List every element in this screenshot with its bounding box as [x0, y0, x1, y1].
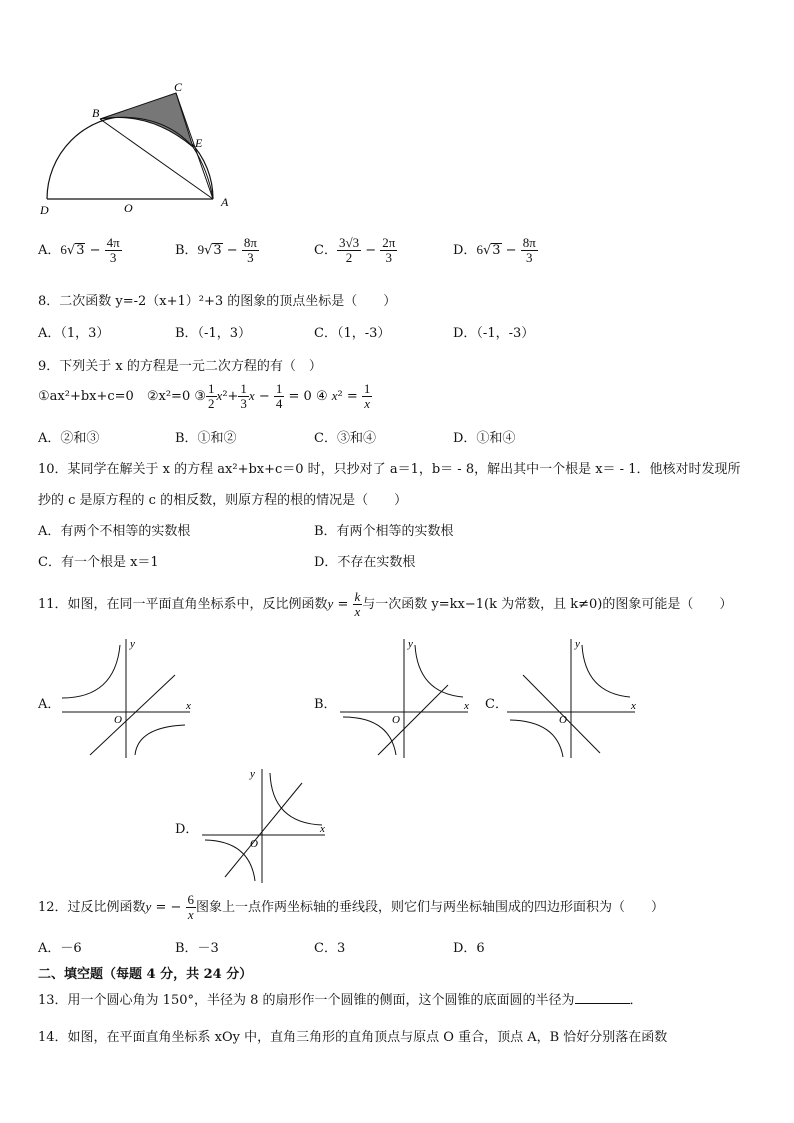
svg-text:x: x — [464, 700, 469, 712]
q12-option-b[interactable]: B．－3 — [175, 941, 219, 956]
q11-label-c[interactable]: C． — [485, 697, 508, 712]
q12-option-d[interactable]: D．6 — [453, 941, 485, 956]
q9-option-a[interactable]: A．②和③ — [38, 431, 100, 446]
frac: $\frac{8\pi}{3}$ — [243, 235, 257, 265]
q12-option-c[interactable]: C．3 — [314, 941, 346, 956]
label-b: B — [92, 106, 100, 120]
q11-label-a[interactable]: A． — [38, 697, 61, 712]
svg-text:x: x — [320, 823, 325, 835]
svg-text:x: x — [631, 700, 636, 712]
q8-option-a[interactable]: A．（1，3） — [38, 326, 110, 341]
q10-line1: 10．某同学在解关于 x 的方程 ax²+bx+c＝0 时，只抄对了 a＝1，b＝ - 8，解出其中一个根是 x＝ - 1．他核对时发现所 — [38, 462, 741, 477]
section-heading: 二、填空题（每题 4 分，共 24 分） — [38, 967, 253, 982]
svg-text:x: x — [186, 700, 191, 712]
frac: $\frac{2\pi}{3}$ — [382, 235, 396, 265]
q8-stem: 8．二次函数 y=-2（x+1）²+3 的图象的顶点坐标是（ ） — [38, 294, 397, 309]
label-c: C — [174, 80, 183, 94]
q9-stem: 9．下列关于 x 的方程是一元二次方程的有（ ） — [38, 359, 322, 374]
q11-graph-b[interactable] — [338, 635, 473, 760]
q10-option-b[interactable]: B．有两个相等的实数根 — [314, 524, 454, 539]
q11-label-b[interactable]: B． — [314, 697, 337, 712]
frac: $\frac{4\pi}{3}$ — [106, 235, 120, 265]
q10-option-c[interactable]: C．有一个根是 x＝1 — [38, 555, 159, 570]
svg-text:O: O — [250, 838, 258, 850]
q9-option-b[interactable]: B．①和② — [175, 431, 237, 446]
label-o: O — [124, 201, 133, 215]
q14: 14．如图，在平面直角坐标系 xOy 中，直角三角形的直角顶点与原点 O 重合，顶点 A，B 恰好分别落在函数 — [38, 1030, 668, 1045]
q11-label-d[interactable]: D． — [175, 822, 199, 837]
q9-option-d[interactable]: D．①和④ — [453, 431, 516, 446]
q10-option-a[interactable]: A．有两个不相等的实数根 — [38, 524, 191, 539]
q13: 13．用一个圆心角为 150°，半径为 8 的扇形作一个圆锥的侧面，这个圆锥的底面圆的半径为 ． — [38, 993, 643, 1008]
q8-option-d[interactable]: D．（-1，-3） — [453, 326, 535, 341]
q11-graph-a[interactable] — [60, 635, 195, 760]
q11-graph-c[interactable] — [505, 635, 640, 760]
q7-option-a[interactable]: A．6√3 − $\frac{4\pi}{3}$ — [38, 235, 120, 265]
q7-option-c[interactable]: C． $\frac{3√3}{2}$ − $\frac{2\pi}{3}$ — [314, 235, 396, 265]
q9-items: ①ax²+bx+c=0 ②x²=0 ③ $\frac{1}{2}$ x²+ $\frac{1}{3}$ x − $\frac{1}{4}$ = 0 ④ x² = $\frac{1}{x}$ — [38, 381, 371, 411]
answer-blank[interactable] — [575, 991, 630, 1004]
q12-option-a[interactable]: A．－6 — [38, 941, 82, 956]
q7-option-b[interactable]: B．9√3 − $\frac{8\pi}{3}$ — [175, 235, 257, 265]
q7-option-d[interactable]: D．6√3 − $\frac{8\pi}{3}$ — [453, 235, 536, 265]
q8-option-c[interactable]: C．（1，-3） — [314, 326, 391, 341]
svg-text:O: O — [114, 714, 122, 726]
q11-graph-d[interactable] — [200, 765, 335, 885]
q12-stem: 12．过反比例函数y = − $\frac{6}{x}$ 图象上一点作两坐标轴的垂线段，则它们与两坐标轴围成的四边形面积为（ ） — [38, 892, 665, 922]
svg-text:y: y — [408, 638, 413, 650]
svg-text:y: y — [130, 638, 135, 650]
label-a: A — [221, 195, 229, 209]
q10-line2: 抄的 c 是原方程的 c 的相反数，则原方程的根的情况是（ ） — [38, 493, 408, 508]
svg-text:O: O — [559, 714, 567, 726]
q9-option-c[interactable]: C．③和④ — [314, 431, 376, 446]
svg-text:O: O — [392, 714, 400, 726]
label-e: E — [195, 136, 203, 150]
svg-text:y: y — [250, 768, 255, 780]
q7-figure — [30, 75, 245, 220]
label-d: D — [40, 203, 49, 217]
frac: $\frac{3√3}{2}$ — [338, 235, 360, 265]
q8-option-b[interactable]: B．（-1，3） — [175, 326, 251, 341]
q11-stem: 11．如图，在同一平面直角坐标系中，反比例函数y = $\frac{k}{x}$ 与一次函数 y=kx−1(k 为常数，且 k≠0)的图象可能是（ ） — [38, 589, 733, 619]
q10-option-d[interactable]: D．不存在实数根 — [314, 555, 416, 570]
frac: $\frac{8\pi}{3}$ — [522, 235, 536, 265]
svg-text:y: y — [575, 638, 580, 650]
